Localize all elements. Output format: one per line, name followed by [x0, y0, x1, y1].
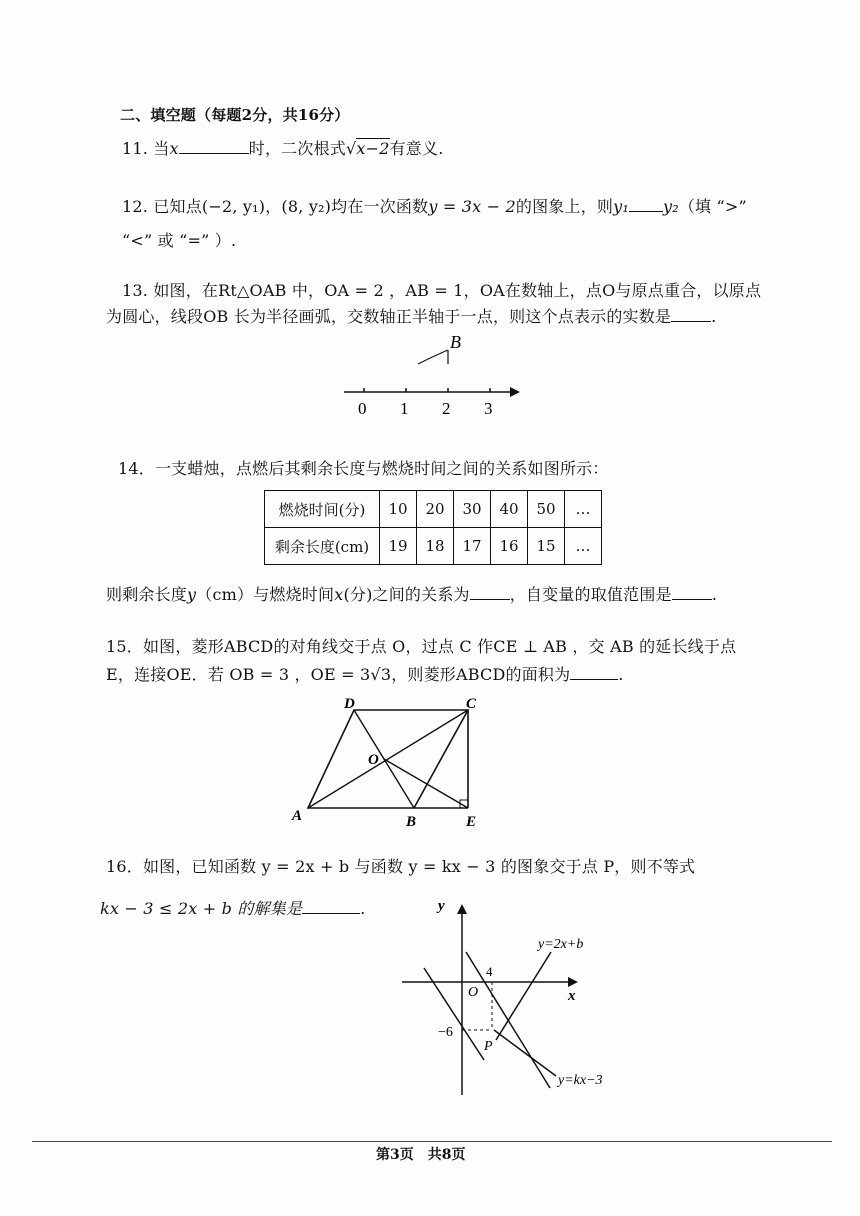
label-c: C	[466, 696, 477, 712]
question-13-line1: 13. 如图，在Rt△OAB 中，OA = 2 ，AB = 1，OA在数轴上，点O与原点重合，以原点	[122, 281, 762, 300]
question-11	[122, 136, 444, 159]
tick-label-2: 2	[442, 399, 451, 418]
q13-answer-blank[interactable]	[671, 307, 711, 322]
y-mark-label: −6	[438, 1025, 453, 1040]
table-cell: 20	[417, 491, 454, 528]
number-line-figure	[330, 330, 540, 425]
segment-oe	[384, 759, 468, 808]
q12-y2: y₂	[662, 197, 679, 216]
table-cell: 16	[491, 528, 528, 565]
label-a: A	[292, 808, 303, 824]
q15-end: .	[618, 665, 624, 684]
q14-mid2: (分)之间的关系为	[343, 585, 470, 604]
section-title: 二、填空题（每题2分，共16分）	[120, 106, 350, 124]
point-p-label: P	[484, 1039, 493, 1054]
question-16-line1: 16．如图，已知函数 y = 2x + b 与函数 y = kx − 3 的图象交于点 P，则不等式	[106, 857, 696, 876]
origin-label: O	[468, 985, 479, 1000]
table-cell: 18	[417, 528, 454, 565]
q14-relation-blank[interactable]	[470, 585, 510, 600]
row-head-length: 剩余长度(cm)	[265, 528, 380, 565]
q11-number: 11.	[122, 139, 149, 158]
table-row	[265, 528, 602, 565]
question-15-line2	[106, 662, 624, 685]
x-axis-arrow	[568, 977, 578, 987]
q12-func: y = 3x − 2	[428, 197, 516, 216]
tick-label-1: 1	[400, 399, 409, 418]
line-a-label: y=2x+b	[538, 937, 584, 952]
q11-radicand: x−2	[356, 139, 390, 158]
q15-answer-blank[interactable]	[570, 665, 618, 680]
point-b-label: B	[450, 332, 461, 352]
question-13-line2	[106, 304, 716, 327]
y-axis-arrow	[457, 904, 467, 914]
q16-end: .	[360, 899, 366, 918]
table-cell: …	[565, 491, 602, 528]
q12-mid: 的图象上，则	[515, 197, 614, 216]
footer-divider	[32, 1141, 832, 1142]
q13-end: .	[711, 307, 717, 326]
sqrt-sign: √	[345, 139, 357, 158]
q11-post: 有意义.	[389, 139, 444, 158]
question-12-line2: “<” 或 “=” ）.	[122, 231, 237, 250]
table-cell: 50	[528, 491, 565, 528]
question-14-intro: 14．一支蜡烛，点燃后其剩余长度与燃烧时间之间的关系如图所示：	[118, 459, 609, 478]
q14-pre: 则剩余长度	[106, 585, 188, 604]
table-cell: 30	[454, 491, 491, 528]
q14-range-blank[interactable]	[672, 585, 712, 600]
q14-mid1: （cm）与燃烧时间	[196, 585, 335, 604]
q14-x: x	[334, 585, 344, 604]
page-footer: 第3页 共8页	[376, 1147, 466, 1163]
number-line-arrow	[510, 387, 520, 397]
x-mark-label: 4	[486, 964, 493, 979]
x-axis-label: x	[568, 988, 576, 1004]
q12-pre: 12. 已知点(−2, y₁)，(8, y₂)均在一次函数	[122, 197, 429, 216]
q11-answer-blank[interactable]	[179, 139, 249, 154]
q12-answer-blank[interactable]	[629, 197, 663, 212]
table-cell: 17	[454, 528, 491, 565]
table-cell: 15	[528, 528, 565, 565]
tick-label-0: 0	[358, 399, 367, 418]
q12-y1: y₁	[613, 197, 629, 216]
q14-y: y	[187, 585, 197, 604]
q14-end: .	[711, 585, 718, 604]
q14-mid3: ，自变量的取值范围是	[509, 585, 672, 604]
line-b-label: y=kx−3	[558, 1073, 603, 1088]
table-row	[265, 491, 602, 528]
q13-line2-text: 为圆心，线段OB 长为半径画弧，交数轴正半轴于一点，则这个点表示的实数是	[106, 307, 672, 326]
q12-post: （填 “>”	[678, 197, 747, 216]
label-e: E	[466, 814, 477, 830]
tick-label-3: 3	[484, 399, 493, 418]
line-kx-minus-3-lower	[494, 1030, 556, 1076]
table-cell: 19	[380, 528, 417, 565]
q11-var: x	[169, 139, 179, 158]
question-15-line1: 15．如图，菱形ABCD的对角线交于点 O，过点 C 作CE ⊥ AB ，交 AB 的延长线于点	[106, 637, 737, 656]
row-head-time: 燃烧时间(分)	[265, 491, 380, 528]
function-graph-figure	[396, 890, 636, 1110]
table-cell: …	[565, 528, 602, 565]
question-12-line1	[122, 194, 747, 217]
label-d: D	[344, 696, 355, 712]
q11-mid: 时，二次根式	[248, 139, 346, 158]
question-16-line2	[100, 896, 365, 919]
q16-line2-text: kx − 3 ≤ 2x + b 的解集是	[100, 899, 303, 918]
line-2x-plus-b	[496, 952, 551, 1040]
q11-pre: 当	[153, 139, 170, 158]
table-cell: 40	[491, 491, 528, 528]
label-o: O	[368, 752, 379, 768]
question-14-prompt	[106, 582, 717, 605]
q15-line2-text: E，连接OE．若 OB = 3 ，OE = 3√3，则菱形ABCD的面积为	[106, 665, 571, 684]
segment-ob	[418, 350, 448, 364]
table-cell: 10	[380, 491, 417, 528]
candle-table	[264, 490, 602, 565]
q16-answer-blank[interactable]	[302, 899, 360, 914]
y-axis-label: y	[438, 898, 445, 914]
rhombus-figure	[284, 694, 494, 830]
label-b: B	[406, 814, 417, 830]
